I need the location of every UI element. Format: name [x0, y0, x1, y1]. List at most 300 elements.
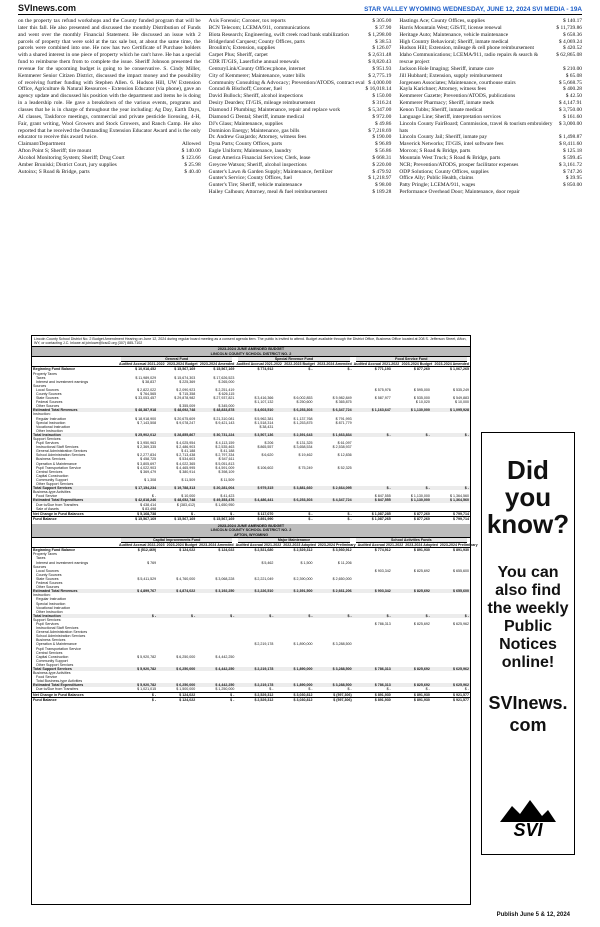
column-header: 2022-2023 Budget [284, 362, 315, 367]
claim-entry [399, 189, 582, 196]
table-cell: $ 655,600 [431, 589, 470, 593]
column-header: 2023-2024 Amended [199, 362, 235, 367]
table-cell: $ 2,219,178 [235, 667, 274, 671]
table-cell: $ 1,308 [144, 477, 157, 482]
claim-entry [209, 107, 392, 114]
table-cell: $ 345,000 [218, 404, 235, 409]
table-cell: $ 4,025,954 [176, 441, 196, 446]
table-cell: $ 626,115 [218, 391, 235, 396]
claim-entry [209, 59, 392, 66]
table-cell: $ 5,962,381 [254, 416, 274, 421]
row-label: Local Sources [36, 568, 59, 573]
table-cell: $ 1,095,928 [431, 408, 470, 412]
claim-name: CDR IT/GIS, Laserfiche annual renewals [208, 59, 299, 66]
table-cell: $ 1,021,015 [137, 687, 157, 692]
table-cell: $ 30,731,224 [196, 433, 235, 437]
table-cell: $ - [196, 692, 235, 697]
table-cell: $ 825,692 [413, 621, 430, 626]
table-cell: $ 549,883 [452, 396, 469, 401]
claim-name: Gunter's Tire; Sheriff, vehicle maintenance [208, 182, 303, 189]
column-header: 2022-2023 Adopted [283, 543, 316, 548]
claim-name: Diamond G Dental; Sheriff, inmate medical [208, 113, 305, 120]
claim-amount: $ 3,161.72 [558, 161, 583, 168]
budget-table-1 [32, 362, 470, 521]
table-cell: $ 786,313 [374, 621, 391, 626]
row-label: Instruction: [33, 593, 51, 598]
claim-entry [209, 121, 392, 128]
table-cell: $ 3,416,366 [254, 396, 274, 401]
claim-amount: $ 220.00 [372, 161, 392, 168]
claim-entry [399, 148, 582, 155]
table-cell: $ 1,650,950 [215, 502, 235, 507]
minutes-paragraph: on the property tax refund workshops and the County funded program that will be later this fall. He also presented and discussed the monthly Distribution of Funds and went over the monthly Financial Statement. He discussed an issue with 2 parcels of property that were sold at the tax sale but, at about the same time, the parcels were combined into one. He now has two Certificate of Purchase holders with a shared interest in one piece of property which he can't have. He has a special fund to reimburse them from to complete the issue. Sheriff Johnson presented the revenue for the upcoming budget is going to be conservative. S. Cindy Miller, Kemmerer Senior Citizen District, discussed the impact money and the possibility of receiving further funding with Stephen Allen. 6. Hudson Hill, UW Extension Office, Agriculture & Natural Resources - Extension Educator (via phone), gave an agency update and discussed his position with the department and items he is doing in a leadership role. He gave a breakdown of the various events, programs and classes that he is in charge of throughout the year including: Ag Day, Earth Days, AI classes, Taskforce meetings, commercial and private pesticide licensing, 4-H, Fair, grant writing, Wool Growers and Stock Growers, and Ranch Camp. He also reported that he received the Outstanding Extension Educator Award and is the only educator to receive this award twice. [18, 18, 201, 141]
table-cell: $ 83,498 [142, 506, 157, 511]
row-label: Other Instruction [36, 609, 63, 614]
row-label: County Sources [36, 572, 62, 577]
table-cell: $ 534,603 [179, 457, 196, 462]
claim-amount: $ 1,218.97 [368, 175, 392, 182]
claim-name: Eagle Uniform; Maintenance, laundry [208, 148, 292, 155]
table-cell: $ 2,661,206 [314, 589, 353, 593]
table-cell: $ - [314, 614, 353, 618]
claim-name: Idaho Communications; LCEMA/911, radio repairs & search & rescue project [399, 52, 539, 66]
claim-name: Language Line; Sheriff, interpretation services [399, 113, 501, 120]
budget-table-2 [32, 543, 478, 702]
row-label: Central Services [36, 469, 63, 474]
claim-name: Dyna Parts; County Offices, parts [208, 141, 283, 148]
column-header: 2023-2024 Amended [317, 362, 352, 367]
table-cell: $ 1,663,834 [314, 433, 353, 437]
claim-entry [209, 66, 392, 73]
table-cell: $ 715,358 [179, 391, 196, 396]
table-cell: $ 19,462 [298, 453, 313, 458]
table-cell: $ - [353, 614, 392, 618]
claim-amount: $ 125.18 [562, 148, 583, 155]
table-cell: $ 4,760,000 [176, 576, 196, 581]
table-cell: $ 49,353,476 [196, 498, 235, 502]
table-cell: $ 7,143,508 [137, 420, 157, 425]
claim-name: Gunter's Lawn & Garden Supply; Maintenance, fertilizer [208, 168, 333, 175]
table-cell: $ 4,591,009 [215, 465, 235, 470]
table-cell: $ 2,219,178 [235, 683, 274, 687]
claim-entry [399, 114, 582, 121]
allowed-label: Allowed [181, 141, 201, 148]
claim-entry [399, 107, 582, 114]
table-cell: $ 124,022 [196, 547, 235, 552]
table-cell: $ 124,022 [157, 547, 196, 552]
table-cell: $ 3,930,912 [314, 547, 353, 552]
claim-amount: $ 190.00 [372, 134, 392, 141]
district-title-1: 2023-2024 JUNE AMENDED BUDGET LINCOLN COUNTY SCHOOL DISTRICT NO. 2 [32, 347, 470, 357]
claim-name: Dr. Andrew Guajardo; Attorney, witness fees [208, 134, 307, 141]
row-label: Interest and investment earnings [36, 560, 89, 565]
table-cell: $ 48,652,748 [157, 498, 196, 502]
column-1 [18, 18, 201, 330]
claim-name: Dominion Energy; Maintenance, gas bills [208, 127, 300, 134]
claim-amount: $ 210.00 [562, 65, 583, 72]
row-label: Estimated Total Expenditures [32, 683, 118, 687]
table-cell: $ (597,306) [314, 697, 353, 702]
claim-amount: $ 850.00 [562, 182, 583, 189]
claim-amount: $ 11,739.86 [556, 24, 583, 31]
claim-amount: $ 123.66 [181, 154, 201, 161]
row-label: Due to/Due from Transfers [36, 502, 79, 507]
claim-name: BCN Telecom; LCEMA/911, communications [208, 24, 310, 31]
table-cell: $ - [464, 687, 469, 692]
row-label: Instruction: [33, 412, 51, 417]
claim-name: Lincoln County FairBoard; Commission, travel & tourism embroidery hats [399, 120, 553, 134]
row-label: County Sources [36, 391, 62, 396]
row-label: Taxes [36, 375, 46, 380]
notice-columns [18, 18, 582, 330]
claim-entry [18, 162, 201, 169]
row-label: Instructional Staff Services [36, 626, 79, 631]
table-cell: $ 1,130,000 [410, 494, 430, 499]
table-cell: $ 6,620 [261, 453, 274, 458]
table-cell: $ 2,538,937 [332, 445, 352, 450]
row-label: State Sources [36, 396, 59, 401]
table-cell: $ 3,507,136 [235, 433, 274, 437]
table-cell: $ 33,053,457 [135, 396, 157, 401]
row-label: Total Support Services [32, 667, 118, 671]
table-cell: $ (512,469) [118, 547, 157, 552]
table-cell: $ 891,930 [392, 547, 431, 552]
claim-name: Harris Mountain West; GIS/IT, license renewal [399, 24, 502, 31]
row-label: Sale of Assets [36, 506, 59, 511]
claim-name: Kemmerer Gazette; Prevention/ATODS, publications [399, 93, 516, 100]
table-cell: $ - [308, 687, 313, 692]
claim-name: Bridgerland Carquest; County Offices, parts [208, 38, 305, 45]
table-cell: $ 979,315 [235, 486, 274, 490]
claim-entry [399, 155, 582, 162]
site-name[interactable]: SVInews.com [18, 3, 77, 13]
table-cell: $ 1,253,875 [293, 420, 313, 425]
table-cell: $ - [196, 697, 235, 702]
claim-amount: $ 668.31 [372, 154, 392, 161]
table-cell: $ 15,567,169 [196, 516, 235, 521]
claim-amount: $ 747.26 [562, 168, 583, 175]
table-cell: $ 11,509 [220, 477, 235, 482]
table-cell: $ 1,130,000 [392, 408, 431, 412]
row-label: Other Support Services [36, 662, 74, 667]
ad-text: You can also find the weekly Public Notices online! [487, 564, 569, 671]
claim-amount: $ 7,218.69 [368, 127, 392, 134]
table-cell: $ 4,022,903 [137, 465, 157, 470]
claim-amount: $ 150.00 [372, 93, 392, 100]
row-label: Central Services [36, 650, 63, 655]
table-cell: $ 1,890,000 [293, 642, 313, 647]
claim-amount: $ 42.50 [565, 93, 583, 100]
fund-title: General Fund [121, 357, 232, 362]
ad-question: Did you know? [486, 455, 570, 539]
table-cell: $ 38,431 [259, 424, 274, 429]
table-row [32, 516, 470, 521]
table-cell: $ 124,022 [157, 692, 196, 697]
claim-name: Desiry Dearden; IT/GIS, mileage reimbursement [208, 100, 316, 107]
claim-name: Kayla Karichner; Attorney, witness fees [399, 86, 487, 93]
claim-amount: $ 479.92 [372, 168, 392, 175]
row-label: Beginning Fund Balance [32, 547, 118, 552]
row-label: Property Taxes [33, 552, 57, 557]
claim-amount: $ 189.28 [372, 189, 392, 196]
claim-amount: $ 25.98 [184, 161, 201, 168]
table-cell: $ 17,626,523 [213, 375, 235, 380]
table-cell: $ 786,313 [353, 667, 392, 671]
table-cell: $ 15,567,169 [196, 366, 235, 371]
table-cell: $ 6,250,000 [176, 654, 196, 659]
claim-name: Patty Pringle; LCEMA/911, wages [399, 182, 476, 189]
table-cell: $ 1,250,000 [215, 687, 235, 692]
table-cell: $ 847,555 [353, 498, 392, 502]
claim-name: Diamond J Plumbing; Maintenance, repair and replace work [208, 106, 341, 113]
column-header: 2023-2024 Amended [434, 362, 469, 367]
table-cell: $ 117,070 [235, 511, 274, 516]
column-header: 2023-2024 Preliminary [439, 543, 478, 548]
table-cell: $ 6,347,724 [314, 408, 353, 412]
table-cell: $ 5,051,813 [215, 461, 235, 466]
row-label: Business Services [36, 457, 66, 462]
claim-name: Carpet Plus; Sheriff, carpet [208, 52, 268, 59]
claim-name: Conrad & Bischoff; Coroner, fuel [208, 86, 282, 93]
row-label: Total Instruction [32, 614, 118, 618]
claim-name: Community Consulting & Advocacy; Prevention/ATODS, contract eval [208, 79, 365, 86]
table-cell: $ 903,342 [374, 568, 391, 573]
table-cell: $ 3,658,534 [293, 445, 313, 450]
claim-entry [399, 162, 582, 169]
row-label: Sources [33, 564, 47, 569]
table-cell: $ 2,391,643 [274, 433, 313, 437]
table-cell: $ 1,130,000 [392, 498, 431, 502]
row-label: Other Sources [36, 404, 60, 409]
table-cell: $ 2,713,438 [176, 453, 196, 458]
table-cell: $ 587,977 [374, 396, 391, 401]
row-label: Pupil Services [36, 441, 59, 446]
row-label: Special Instruction [36, 601, 66, 606]
table-cell: $ 12,836 [337, 453, 352, 458]
claim-amount: $ 49.86 [375, 120, 392, 127]
table-cell: $ - [269, 687, 274, 692]
row-label: Business-type Activities [33, 490, 71, 495]
budget-heading: Lincoln County School District No. 2 Budget Amendment Hearing on June 12, 2024 during regular board meeting as a consent agenda item. The public is invited to attend. Budget available through the District Office, Business Office located at 208 S. Jefferson Street, Afton, WY, or contacting J.C. Inlowe at jcinlowe@lcsd2.org (307) 885-7102 [32, 336, 470, 347]
claim-amount: $ 98.00 [375, 182, 392, 189]
table-cell: $ 17,154,234 [118, 486, 157, 490]
table-cell: $ 774,912 [353, 547, 392, 552]
table-cell: $ 595,000 [413, 387, 430, 392]
table-cell: $ 398,109 [218, 469, 235, 474]
table-cell: $ 21,310,081 [213, 416, 235, 421]
claim-entry [399, 73, 582, 80]
claim-amount: $ 972.00 [372, 113, 392, 120]
table-cell: $ 2,529,312 [235, 692, 274, 697]
column-header: Audited Accrual 2022-2023 [119, 543, 165, 548]
table-cell: $ - [235, 614, 274, 618]
table-cell: $ 6,250,000 [157, 683, 196, 687]
claim-entry [209, 114, 392, 121]
table-cell: $ 41,188 [220, 449, 235, 454]
table-cell: $ 27,937,821 [213, 396, 235, 401]
table-cell: $ 6,002,853 [293, 396, 313, 401]
claim-amount: $ 4,147.91 [558, 100, 583, 107]
table-cell: $ 877,260 [392, 516, 431, 521]
claim-name: Axis Forensic; Coroner, tox reports [208, 18, 286, 24]
claim-amount: $ 305.00 [372, 18, 392, 24]
column-header: 2023-2024 Budget [166, 543, 198, 548]
table-cell: $ 225,369 [179, 379, 196, 384]
claim-name: City of Kemmerer; Maintenance, water bills [208, 72, 306, 79]
table-cell: $ 48,833,878 [196, 408, 235, 412]
row-label: Fund Balance [32, 697, 118, 702]
table-cell: $ - [118, 697, 157, 702]
claim-entry [209, 189, 392, 196]
claim-amount: $ 37.90 [375, 24, 392, 31]
table-cell: $ 3,030,812 [274, 697, 313, 702]
table-cell: $ - [274, 511, 313, 516]
table-cell: $ 871,779 [335, 420, 352, 425]
table-cell: $ 4,465,995 [176, 465, 196, 470]
table-cell: $ 25,902,012 [118, 433, 157, 437]
table-cell: $ 3,030,812 [274, 692, 313, 697]
column-3 [399, 18, 582, 330]
row-label: Other Support Services [36, 482, 74, 487]
table-cell: $ 1,067,265 [431, 366, 470, 371]
table-cell: $ - [157, 511, 196, 516]
table-cell: $ 15,674,303 [174, 375, 196, 380]
table-cell: $ 369,479 [140, 469, 157, 474]
table-cell: $ 11,206 [337, 560, 352, 565]
table-cell: $ 11,989,029 [135, 375, 157, 380]
claim-amount: $ 2,631.48 [368, 52, 392, 59]
table-cell: $ 3,950,963 [137, 441, 157, 446]
table-cell: $ - [392, 486, 431, 490]
claim-name: CenturyLink/County Offices;phone, internet [208, 65, 306, 72]
table-cell: $ - [431, 614, 470, 618]
ad-url[interactable]: SVInews. com [488, 693, 568, 735]
row-label: Vocational Instruction [36, 424, 71, 429]
table-cell: $ 3,805,697 [137, 461, 157, 466]
claim-amount: $ 5,347.00 [368, 106, 392, 113]
table-cell: $ 2,521,680 [235, 547, 274, 552]
row-label: Capital Construction [36, 654, 69, 659]
table-cell: $ 2,251,419 [215, 387, 235, 392]
claim-amount: $ 1,298.00 [368, 31, 392, 38]
table-cell: $ 15,567,169 [157, 516, 196, 521]
table-cell: $ 825,692 [392, 667, 431, 671]
row-label: Fund Balance [32, 516, 118, 521]
claim-name: Gunter's Service; County Offices, fuel [208, 175, 292, 182]
table-cell: $ 28,855,867 [157, 433, 196, 437]
table-cell: $ 42,818,246 [118, 498, 157, 502]
row-label: Taxes [36, 556, 46, 561]
table-cell: $ 4,022,365 [176, 461, 196, 466]
table-cell: $ - [314, 516, 353, 521]
claim-entry [399, 25, 582, 32]
table-cell: $ - [392, 433, 431, 437]
table-cell: $ 15,567,169 [157, 366, 196, 371]
claim-entry [209, 162, 392, 169]
public-notice-ad[interactable] [481, 432, 575, 855]
claim-name: Kemmerer Pharmacy; Sheriff, inmate meds [399, 100, 494, 107]
table-cell: $ 865,557 [257, 445, 274, 450]
table-cell: $ 41,423 [220, 494, 235, 499]
column-header: Audited Accrual 2021-2022 [357, 543, 404, 548]
claim-amount: $ 39.95 [565, 175, 583, 182]
issue-line: STAR VALLEY WYOMING WEDNESDAY, JUNE 12, 2024 SVI MEDIA - 19A [364, 6, 582, 13]
row-label: Total Instruction [32, 433, 118, 437]
row-label: Local Sources [36, 387, 59, 392]
table-cell: $ 891,930 [353, 697, 392, 702]
table-cell: $ 3,288,500 [314, 683, 353, 687]
claim-name: NCR; Prevention/ATODS, prosper facilitator expenses [399, 161, 519, 168]
claim-amount: $ 951.93 [372, 65, 392, 72]
row-label: Support Services: [33, 437, 62, 441]
table-cell: $ 2,219,178 [254, 642, 274, 647]
table-cell: $ 799,714 [431, 511, 470, 516]
claim-entry [399, 45, 582, 52]
table-cell: $ 921,577 [431, 692, 470, 697]
table-cell: $ 1,087,265 [353, 516, 392, 521]
claim-entry [18, 148, 201, 155]
claim-entry [209, 18, 392, 25]
table-cell: $ - [118, 614, 157, 618]
claim-entry [399, 141, 582, 148]
table-cell: $ 265,000 [218, 379, 235, 384]
row-label: Sources [33, 383, 47, 388]
table-cell: $ 52,325 [337, 465, 352, 470]
table-cell: $ 10,020 [415, 400, 430, 405]
claim-entry [209, 100, 392, 107]
table-cell: $ 355,009 [179, 404, 196, 409]
claim-amount: $ 40.40 [184, 168, 201, 175]
claim-name: David Bullock; Sheriff, alcohol inspections [208, 93, 303, 100]
claim-amount: $ 420.52 [562, 45, 583, 52]
table-cell: $ 825,692 [392, 589, 431, 593]
table-cell: $ 2,664,095 [314, 486, 353, 490]
table-cell: $ 655,600 [452, 568, 469, 573]
table-cell: $ - [196, 511, 235, 516]
table-cell: $ 5,411,529 [137, 576, 157, 581]
table-cell: $ 5,920,782 [118, 667, 157, 671]
table-cell: $ 20,281,004 [196, 486, 235, 490]
table-cell: $ - [347, 687, 352, 692]
claims-list-1 [18, 148, 201, 175]
table-cell: $ 250,600 [296, 400, 313, 405]
table-cell: $ 2,486,903 [176, 445, 196, 450]
table-cell: $ 2,822,022 [137, 387, 157, 392]
table-cell: $ 4,442,250 [196, 683, 235, 687]
table-cell: $ 48,692,748 [157, 408, 196, 412]
claim-name: Broulim's; Extension, supplies [208, 45, 276, 52]
table-cell: $ 799,714 [431, 516, 470, 521]
claim-name: Jill Hubbard; Extension, supply reimbursement [399, 72, 503, 79]
table-cell: $ 3,881,660 [274, 486, 313, 490]
claim-name: Kenon Tubbs; Sheriff, inmate medical [399, 106, 483, 113]
table-cell: $ 5,920,782 [137, 654, 157, 659]
table-cell: $ 106,602 [257, 465, 274, 470]
table-cell: $ 4,603,510 [235, 408, 274, 412]
claim-amount: $ 8,820.43 [368, 59, 392, 66]
column-header: 2023-2024 Budget [401, 362, 433, 367]
column-header: Audited Accrual 2021-2022 [235, 543, 282, 548]
table-cell: $ 9,421,143 [215, 420, 235, 425]
table-cell: $ 2,529,312 [235, 697, 274, 702]
claim-amount: $ 4,069.24 [558, 38, 583, 45]
claim-name: Maverick Networks; IT/GIS, intel software fees [399, 141, 504, 148]
table-cell: $ 625,962 [431, 683, 470, 687]
row-label: Operation & Maintenance [36, 642, 77, 647]
row-label: Vocational Instruction [36, 605, 71, 610]
table-cell: $ 5,168,738 [118, 511, 157, 516]
table-cell: $ 48,387,918 [118, 408, 157, 412]
